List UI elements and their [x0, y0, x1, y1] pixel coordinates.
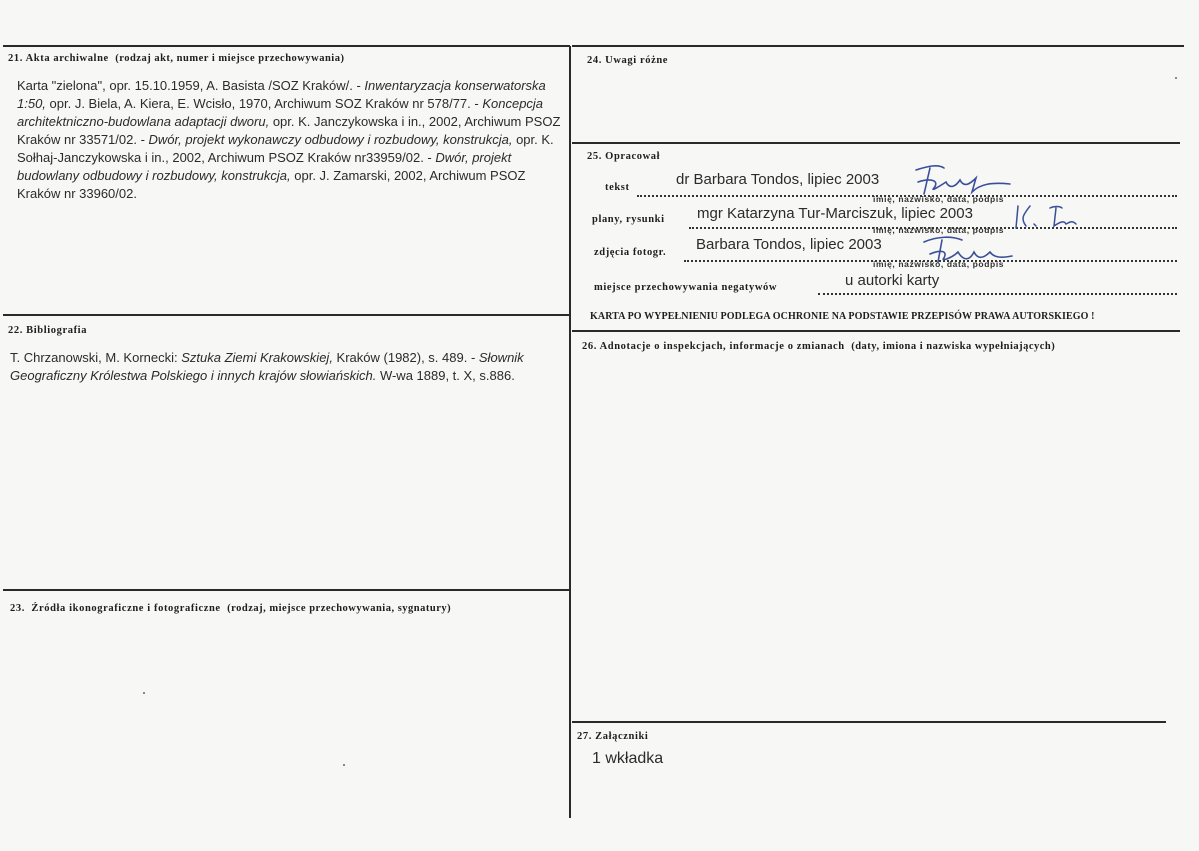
- section-21-text-part-8: opr. J. Zamarski, 2002, Archiwum PSOZ Kraków nr 33960/02.: [17, 168, 526, 201]
- scan-speck: [1175, 77, 1177, 79]
- section-27-heading: [577, 731, 648, 742]
- negatives-label: miejsce przechowywania negatywów: [594, 282, 778, 293]
- section-22-text-part-0: T. Chrzanowski, M. Kornecki:: [10, 350, 182, 365]
- section-25-number: 25.: [587, 151, 602, 162]
- section-27-title: Załączniki: [595, 731, 649, 742]
- section-21-text-part-7: Dwór, projekt budowlany odbudowy i rozbudowy, konstrukcja,: [17, 150, 512, 183]
- section-21-text-part-6: opr. K. Sołhaj-Janczykowska i in., 2002, Archiwum PSOZ Kraków nr33959/02. -: [17, 132, 554, 165]
- rule-26-27: [572, 721, 1166, 723]
- copyright-warning: KARTA PO WYPEŁNIENIU PODLEGA OCHRONIE NA PODSTAWIE PRZEPISÓW PRAWA AUTORSKIEGO !: [590, 311, 1095, 322]
- section-22-text: [10, 349, 562, 385]
- section-26-title: Adnotacje o inspekcjach, informacje o zmianach: [599, 341, 845, 352]
- section-21-text-part-5: Dwór, projekt wykonawczy odbudowy i rozbudowy, konstrukcja,: [148, 132, 513, 147]
- section-26-heading: [582, 341, 1055, 352]
- signature-drawings-author: [1010, 200, 1090, 232]
- section-21-text-part-3: Koncepcja architektniczno-budowlana adaptacji dworu,: [17, 96, 544, 129]
- section-22-text-part-4: W-wa 1889, t. X, s.886.: [376, 368, 515, 383]
- rule-21-22: [3, 314, 570, 316]
- section-22-title: Bibliografia: [26, 325, 88, 336]
- section-21-text: [17, 77, 562, 203]
- author-drawings-caption: imię, nazwisko, data, podpis: [873, 225, 1005, 235]
- author-photos-caption: imię, nazwisko, data, podpis: [873, 259, 1005, 269]
- author-drawings-value: mgr Katarzyna Tur-Marciszuk, lipiec 2003: [697, 205, 973, 222]
- signature-photos-author: [918, 232, 1018, 266]
- section-23-heading: [10, 603, 451, 614]
- section-21-title: Akta archiwalne: [25, 53, 109, 64]
- scan-speck: [143, 692, 145, 694]
- section-21-text-part-0: Karta "zielona", opr. 15.10.1959, A. Basista /SOZ Kraków/. -: [17, 78, 365, 93]
- rule-22-23: [3, 589, 570, 591]
- section-27-number: 27.: [577, 731, 592, 742]
- rule-24-25: [572, 142, 1180, 144]
- section-25-title: Opracował: [605, 151, 661, 162]
- section-23-title: Źródła ikonograficzne i fotograficzne: [31, 603, 221, 614]
- section-21-text-part-4: opr. K. Janczykowska i in., 2002, Archiwum PSOZ Kraków nr 33571/02. -: [17, 114, 561, 147]
- attachments-value: 1 wkładka: [592, 750, 664, 767]
- section-26-subtitle: (daty, imiona i nazwiska wypełniających): [851, 341, 1056, 352]
- top-rule-right: [572, 45, 1184, 47]
- section-22-text-part-2: Kraków (1982), s. 489. -: [332, 350, 479, 365]
- section-22-text-part-1: Sztuka Ziemi Krakowskiej,: [181, 350, 333, 365]
- signature-text-author: [910, 162, 1020, 198]
- author-drawings-label: plany, rysunki: [592, 214, 665, 225]
- author-text-label: tekst: [605, 182, 630, 193]
- section-21-text-part-2: opr. J. Biela, A. Kiera, E. Wcisło, 1970, Archiwum SOZ Kraków nr 578/77. -: [45, 96, 483, 111]
- negatives-value: u autorki karty: [845, 272, 940, 289]
- section-26-number: 26.: [582, 341, 597, 352]
- scan-speck: [343, 764, 345, 766]
- section-21-text-part-1: Inwentaryzacja konserwatorska 1:50,: [17, 78, 546, 111]
- section-24-heading: [587, 55, 668, 66]
- negatives-line: [818, 293, 1177, 295]
- section-25-heading: [587, 151, 660, 162]
- section-21-subtitle: (rodzaj akt, numer i miejsce przechowywania): [115, 53, 345, 64]
- top-rule-left: [3, 45, 570, 47]
- section-22-heading: [8, 325, 87, 336]
- section-21-heading: [8, 53, 344, 64]
- section-24-number: 24.: [587, 55, 602, 66]
- section-21-number: 21.: [8, 53, 23, 64]
- author-text-caption: imię, nazwisko, data, podpis: [873, 194, 1005, 204]
- rule-25-26: [572, 330, 1180, 332]
- section-22-text-part-3: Słownik Geograficzny Królestwa Polskiego i innych krajów słowiańskich.: [10, 350, 524, 383]
- center-divider: [569, 46, 571, 818]
- section-24-title: Uwagi różne: [605, 55, 669, 66]
- author-text-value: dr Barbara Tondos, lipiec 2003: [676, 171, 880, 188]
- section-23-number: 23.: [10, 603, 25, 614]
- section-23-subtitle: (rodzaj, miejsce przechowywania, sygnatury): [227, 603, 452, 614]
- author-photos-label: zdjęcia fotogr.: [594, 247, 667, 258]
- section-22-number: 22.: [8, 325, 23, 336]
- author-photos-value: Barbara Tondos, lipiec 2003: [696, 236, 882, 253]
